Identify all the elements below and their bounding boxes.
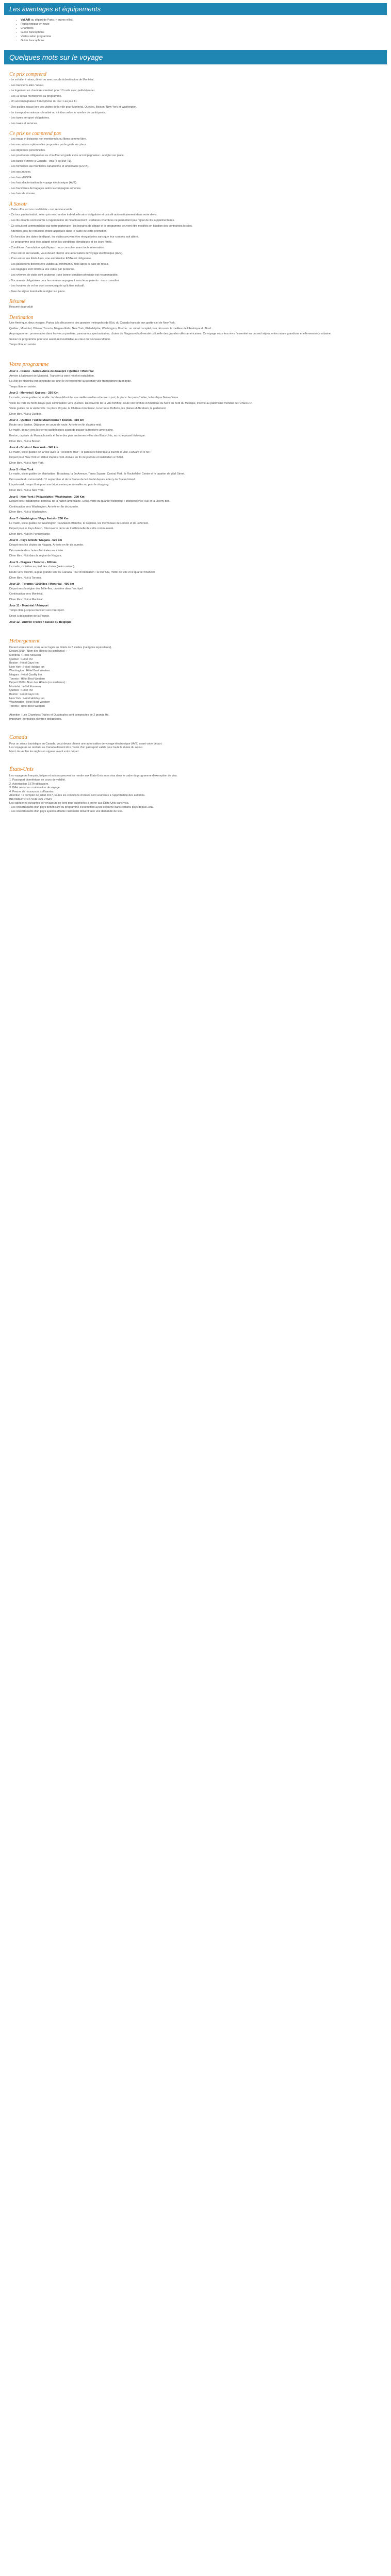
section-line: - Documents obligatoires pour les mineurs voyageant sans leurs parents : nous consulter.: [9, 279, 120, 282]
day-line: Découverte du mémorial du 11 septembre et de la Statue de la Liberté depuis le ferry de Staten Island.: [9, 478, 136, 481]
days-list: [9, 370, 382, 625]
note-line: Important : formalités d'entrée obligatoires.: [9, 717, 62, 721]
day-line: La ville de Montréal est construite sur une île et représente la seconde ville francophone du monde.: [9, 380, 132, 383]
section-line: - Les 13 repas mentionnés au programme.: [9, 94, 62, 98]
section-line: Québec, Montréal, Ottawa, Toronto, Niagara Falls, New York, Philadelphie, Washington, Boston : un circuit complet pour découvrir le meilleur de l'Amérique du Nord.: [9, 327, 212, 330]
accommodation-line: Départ 2019 - Nom des Hôtels (ou similaires) :: [9, 650, 67, 653]
day-line: Dîner libre. Nuit dans la région de Niagara.: [9, 554, 62, 558]
usa-line: 1. Passeport biométrique en cours de validité.: [9, 778, 66, 782]
accommodation-line: Washington : Hôtel Best Western: [9, 701, 51, 704]
advantage-item: [21, 30, 382, 35]
canada-line: Pour un séjour touristique au Canada, vous devez obtenir une autorisation de voyage électronique (AVE) avant votre départ.: [9, 742, 162, 745]
day-line: Découverte des chutes illuminées en soirée.: [9, 549, 64, 552]
usa-title: États-Unis: [9, 766, 34, 773]
day-line: Le matin, visite guidée de la ville : le Vieux-Montréal aux vieilles ruelles et le vieux port, la place Jacques-Cartier, la basilique Notre-Dame.: [9, 396, 179, 399]
section-line: - Les repas et boissons non mentionnés ou libres comme libre.: [9, 138, 87, 141]
program-title: Votre programme: [9, 361, 49, 367]
day-title: Jour 6 - New York / Philadelphie / Washington - 390 Km: [9, 495, 85, 499]
advantage-text: Guide francophone: [21, 31, 44, 34]
section-line: - Attention, pas de réduction enfant appliquée dans le cadre de cette promotion.: [9, 230, 107, 233]
section-line: - Pour entrer aux États-Unis, une autorisation ESTA est obligatoire.: [9, 257, 92, 261]
section-line: - En fonction des dates de départ, les visites peuvent être réorganisées sans que leur contenu soit altéré.: [9, 235, 139, 239]
section-line: - Le vol aller / retour, direct ou avec escale à destination de Montréal.: [9, 78, 94, 81]
day-line: Visite guidée de la vieille ville : la place Royale, le Château Frontenac, la terrasse Dufferin, les plaines d'Abraham, le parlement.: [9, 407, 167, 411]
accommodation-line: Montréal : Hôtel Nouveau: [9, 654, 41, 657]
page: [0, 3, 391, 817]
advantage-item: [21, 39, 382, 43]
accommodation-line: Boston : Hôtel Days Inn: [9, 692, 39, 696]
section-line: - Ce tour partira traduit, selon prix en chambre individuelle ainsi obligatoire et calculé automatiquement dans votre devis.: [9, 213, 158, 217]
day-title: Jour 1 - France - Sainte-Anne-de-Beaupré / Québec / Montréal: [9, 369, 94, 373]
accommodation-block: [4, 629, 387, 712]
day-line: Le matin, croisière au pied des chutes (selon saison).: [9, 565, 75, 569]
note-block: [4, 711, 387, 724]
section-line: - Les assurances.: [9, 170, 31, 174]
advantage-item: [21, 35, 382, 39]
advantage-text: Repas typique en route: [21, 23, 50, 26]
day-line: Continuation vers Montréal.: [9, 592, 43, 596]
day-line: Continuation vers Washington. Arrivée en fin de journée.: [9, 505, 79, 509]
canada-block: [4, 725, 387, 757]
accommodation-line: Niagara : Hôtel Quality Inn: [9, 673, 42, 676]
section-line: - Les taxes et services.: [9, 122, 38, 125]
accommodation-line: Départ 2020 - Nom des Hôtels (ou similaires) :: [9, 681, 67, 685]
accommodation-line: Washington : Hôtel Best Western: [9, 669, 51, 673]
section-line: - Les passeports doivent être valides au minimum 6 mois après la date de retour.: [9, 262, 109, 266]
usa-line: 3. Billet retour ou continuation de voyage.: [9, 786, 61, 790]
advantages-block: [4, 15, 387, 47]
day-line: Temps libre en soirée.: [9, 385, 37, 388]
day-line: Dîner libre. Nuit à Québec.: [9, 412, 42, 416]
day-line: Dîner libre. Nuit en Pennsylvanie.: [9, 532, 51, 536]
day-line: Boston, capitale du Massachusetts et l'une des plus anciennes villes des États-Unis, au riche passé historique.: [9, 434, 146, 438]
section-line: Une Amérique, deux visages. Partez à la découverte des grandes métropoles de l'Est, du Canada français aux gratte-ciel de New York.: [9, 321, 176, 325]
day-line: Le matin, visite guidée de Washington : la Maison-Blanche, le Capitole, les mémoriaux de Lincoln et de Jefferson.: [9, 521, 149, 525]
day-line: Dîner libre. Nuit à New York.: [9, 462, 44, 465]
section-line: - Le logement en chambre standard pour 10 nuits avec petit-déjeuner.: [9, 89, 95, 93]
section-title: À Savoir: [9, 201, 27, 207]
section-line: - Des guides locaux lors des visites de la ville pour Montréal, Québec, Boston, New York et Washington.: [9, 105, 137, 109]
usa-line: Les voyageurs français, belges et suisses peuvent se rendre aux États-Unis sans visa dans le cadre du programme d'exemption de visa.: [9, 774, 178, 778]
accommodation-title: Hébergement: [9, 637, 40, 644]
accommodation-line: Québec : Hôtel Pur: [9, 657, 33, 661]
section-line: - Le programme peut être adapté selon les conditions climatiques et les jours fériés.: [9, 241, 112, 244]
day-line: Le matin, visite guidée de la ville avec la "Freedom Trail" : le parcours historique à travers la ville, Harvard et le MIT.: [9, 450, 152, 454]
section-line: - Les taxes aéroport obligatoires.: [9, 116, 50, 120]
canada-lines: [9, 742, 382, 754]
day-title: Jour 9 - Niagara / Toronto - 180 km: [9, 561, 57, 564]
words-banner: Quelques mots sur le voyage: [4, 50, 387, 64]
section-line: - Un accompagnateur francophone du jour 1 au jour 11.: [9, 100, 78, 104]
section-line: - Les lits enfants sont soumis à l'approbation de l'établissement ; certaines chambres ne permettent pas l'ajout de lits supplémentaires.: [9, 219, 175, 223]
section-line: - Les franchises de bagages selon la compagnie aérienne.: [9, 187, 82, 190]
section-line: - Les bagages sont limités à une valise par personne.: [9, 268, 75, 272]
day-title: Jour 10 - Toronto / 1000 Iles / Montréal - 490 km: [9, 583, 74, 586]
advantage-text: au départ de Paris (+ autres villes): [30, 19, 74, 22]
usa-line: Attention : à compter de juillet 2017, toutes les conditions d'entrée sont soumises à l'approbation des autorités.: [9, 794, 145, 798]
section-line: - Les horaires de vol ne sont communiqués qu'à titre indicatif.: [9, 284, 85, 288]
day-title: Jour 7 - Washington / Pays Amish - 230 Km: [9, 517, 69, 520]
usa-line: INFORMATIONS SUR LES VISAS: [9, 798, 52, 801]
section-line: - Taxe de séjour éventuelle à régler sur place.: [9, 290, 66, 293]
section-line: - Les transferts aller / retour.: [9, 83, 44, 87]
canada-line: Les voyageurs se rendant au Canada doivent être munis d'un passeport valide pour toute la durée du séjour.: [9, 746, 143, 750]
canada-title: Canada: [9, 734, 27, 740]
section-line: - Pour entrer au Canada, vous devez obtenir une autorisation de voyage électronique (AVE).: [9, 251, 123, 255]
note-line: Attention : Les Chambres Triples et Quadruples sont composées de 2 grands lits.: [9, 714, 109, 717]
advantage-item: [21, 26, 382, 30]
note-lines: [9, 714, 382, 721]
day-line: Départ pour le Pays Amish. Découverte de la vie traditionnelle de cette communauté.: [9, 527, 114, 531]
accommodation-line: Montréal : Hôtel Nouveau: [9, 685, 41, 688]
section-line: - Les taxes d'entrée à Canada - visa (à ce jour 7$).: [9, 159, 72, 163]
section-line: - Les pourboires obligatoires au chauffeur et guide et/ou accompagnateur - à régler sur place.: [9, 154, 125, 158]
section-line: Résumé du produit: [9, 306, 33, 309]
program-block: [4, 352, 387, 629]
day-line: Le matin, départ vers les terres québécoises avant de passer la frontière américaine.: [9, 429, 114, 432]
advantage-item: [21, 18, 382, 22]
day-line: Départ vers les chutes du Niagara. Arrivée en fin de journée.: [9, 543, 84, 547]
advantage-text: Guide francophone: [21, 39, 44, 42]
usa-line: Les catégories suivantes de voyageurs ne sont plus autorisées à entrer aux États-Unis sans visa.: [9, 802, 129, 805]
advantages-list: [21, 18, 382, 43]
info-sections: [4, 64, 387, 352]
usa-line: - Les ressortissants d'un pays ayant la double nationalité doivent faire une demande de visa.: [9, 809, 123, 813]
section-title: Résumé: [9, 299, 26, 305]
advantages-banner: Les avantages et équipements: [4, 3, 387, 15]
day-line: Départ vers la région des Mille-Îles, croisière dans l'archipel.: [9, 587, 84, 590]
accommodation-line: Toronto : Hôtel Best Western: [9, 704, 45, 708]
usa-line: 2. Autorisation ESTA obligatoire.: [9, 782, 49, 786]
day-line: Visite du Parc du Mont-Royal puis continuation vers Québec. Découverte de la ville fortifiée, seule cité fortifiée d'Amérique du Nord au nord du Mexique, inscrite au patrimoine mondial de l'UNESCO.: [9, 401, 253, 405]
section-line: - Les rythmes de visite sont soutenus : une bonne condition physique est recommandée.: [9, 274, 119, 277]
section-line: - Conditions d'annulation spécifiques : nous consulter avant toute réservation.: [9, 246, 105, 250]
usa-lines: [9, 774, 382, 814]
advantage-text: Visites selon programme: [21, 35, 52, 38]
day-line: Route vers Toronto, la plus grande ville du Canada. Tour d'orientation : la tour CN, l'hôtel de ville et le quartier financier.: [9, 570, 156, 574]
accommodation-line: Toronto : Hôtel Best Western: [9, 677, 45, 681]
day-line: Dîner libre. Nuit à Boston.: [9, 439, 41, 443]
section-line: - Ce circuit est commercialisé par notre partenaire ; les horaires de départ et le programme peuvent être modifiés en fonction des contraintes locales.: [9, 224, 193, 228]
day-line: Temps libre jusqu'au transfert vers l'aéroport.: [9, 609, 65, 613]
day-line: Dîner libre. Nuit à Montréal.: [9, 598, 43, 601]
accommodation-line: Boston : Hôtel Days Inn: [9, 662, 39, 665]
day-line: Envol à destination de la France.: [9, 614, 50, 618]
day-title: Jour 5 - New York: [9, 468, 34, 471]
section-line: Suivez ce programme pour une aventure inoubliable au cœur du Nouveau Monde.: [9, 337, 111, 341]
day-line: Le matin, visite guidée de Manhattan : Broadway, la 5e Avenue, Times Square, Central Park, le Rockefeller Center et le quartier de Wall Street.: [9, 472, 185, 476]
accommodation-line: New York : Hôtel Holiday Inn: [9, 665, 45, 669]
usa-block: [4, 757, 387, 817]
accommodation-lines: [9, 646, 382, 709]
day-line: Départ pour New York en début d'après-midi. Arrivée en fin de journée et installation à l'hôtel.: [9, 456, 124, 460]
canada-line: Merci de vérifier les règles en vigueur avant votre départ.: [9, 750, 80, 753]
section-title: Ce prix ne comprend pas: [9, 131, 61, 137]
accommodation-line: Québec : Hôtel Pur: [9, 689, 33, 692]
accommodation-line: New York : Hôtel Holiday Inn: [9, 697, 45, 700]
section-title: Destination: [9, 314, 34, 320]
section-line: - Les frais d'ESTA.: [9, 176, 32, 179]
accommodation-line: Durant votre circuit, vous serez logés en hôtels de 3 étoiles (catégorie équivalente).: [9, 646, 112, 649]
day-title: Jour 12 - Arrivée France / Suisse ou Belgique: [9, 621, 72, 624]
day-line: Route vers Boston. Déjeuner en cours de route. Arrivée en fin d'après-midi.: [9, 423, 102, 427]
day-line: Dîner libre. Nuit à Toronto.: [9, 576, 42, 580]
day-title: Jour 2 - Montréal / Québec - 250 Km: [9, 392, 59, 395]
day-line: Dîner libre. Nuit à Washington.: [9, 511, 47, 514]
section-line: - Les formalités aux frontières canadienne et américaine (ESTA).: [9, 165, 89, 168]
day-line: Dîner libre. Nuit à New York.: [9, 489, 44, 492]
day-title: Jour 8 - Pays Amish / Niagara - 520 km: [9, 539, 62, 543]
day-title: Jour 11 - Montréal / Aéroport: [9, 604, 48, 608]
day-title: Jour 4 - Boston / New York - 345 km: [9, 446, 58, 450]
section-line: - Le transport en autocar climatisé ou minibus selon le nombre de participants.: [9, 111, 106, 114]
usa-line: 4. Preuve de ressources suffisantes.: [9, 790, 55, 793]
advantage-text: Chambres: [21, 27, 34, 30]
usa-line: - Les ressortissants d'un pays bénéficiant du programme d'exemption ayant séjourné dans certains pays depuis 2011.: [9, 806, 154, 809]
advantage-item: [21, 22, 382, 26]
section-line: - Les frais de dossier.: [9, 192, 36, 196]
day-line: Arrivée à l'aéroport de Montréal. Transfert à votre hôtel et installation.: [9, 374, 95, 378]
section-line: - Cette offre est non modifiable - non remboursable: [9, 208, 72, 211]
section-line: - Les frais d'autorisation de voyage électronique (AVE).: [9, 181, 77, 185]
section-line: Temps libre en soirée.: [9, 343, 37, 347]
section-title: Ce prix comprend: [9, 72, 46, 77]
section-line: - Les excursions optionnelles proposées par le guide sur place.: [9, 143, 87, 146]
day-line: Départ vers Philadelphie, berceau de la nation américaine. Découverte du quartier historique : Independence Hall et la Liberty Bell.: [9, 500, 170, 503]
section-line: Au programme : promenades dans les vieux quartiers, panoramas spectaculaires, chutes du Niagara et la diversité culturelle des grandes villes américaines. Ce voyage vous fera vivre l'essentiel en un seul séjour, entre nature grandiose et effervescence urbaine.: [9, 332, 332, 336]
advantage-bold: Vol A/R: [21, 19, 30, 22]
section-line: - Les dépenses personnelles.: [9, 148, 46, 152]
day-line: L'après-midi, temps libre pour vos découvertes personnelles ou pour le shopping.: [9, 483, 110, 487]
day-title: Jour 3 - Québec / Vallée Mauricienne / Boston - 410 km: [9, 419, 84, 422]
